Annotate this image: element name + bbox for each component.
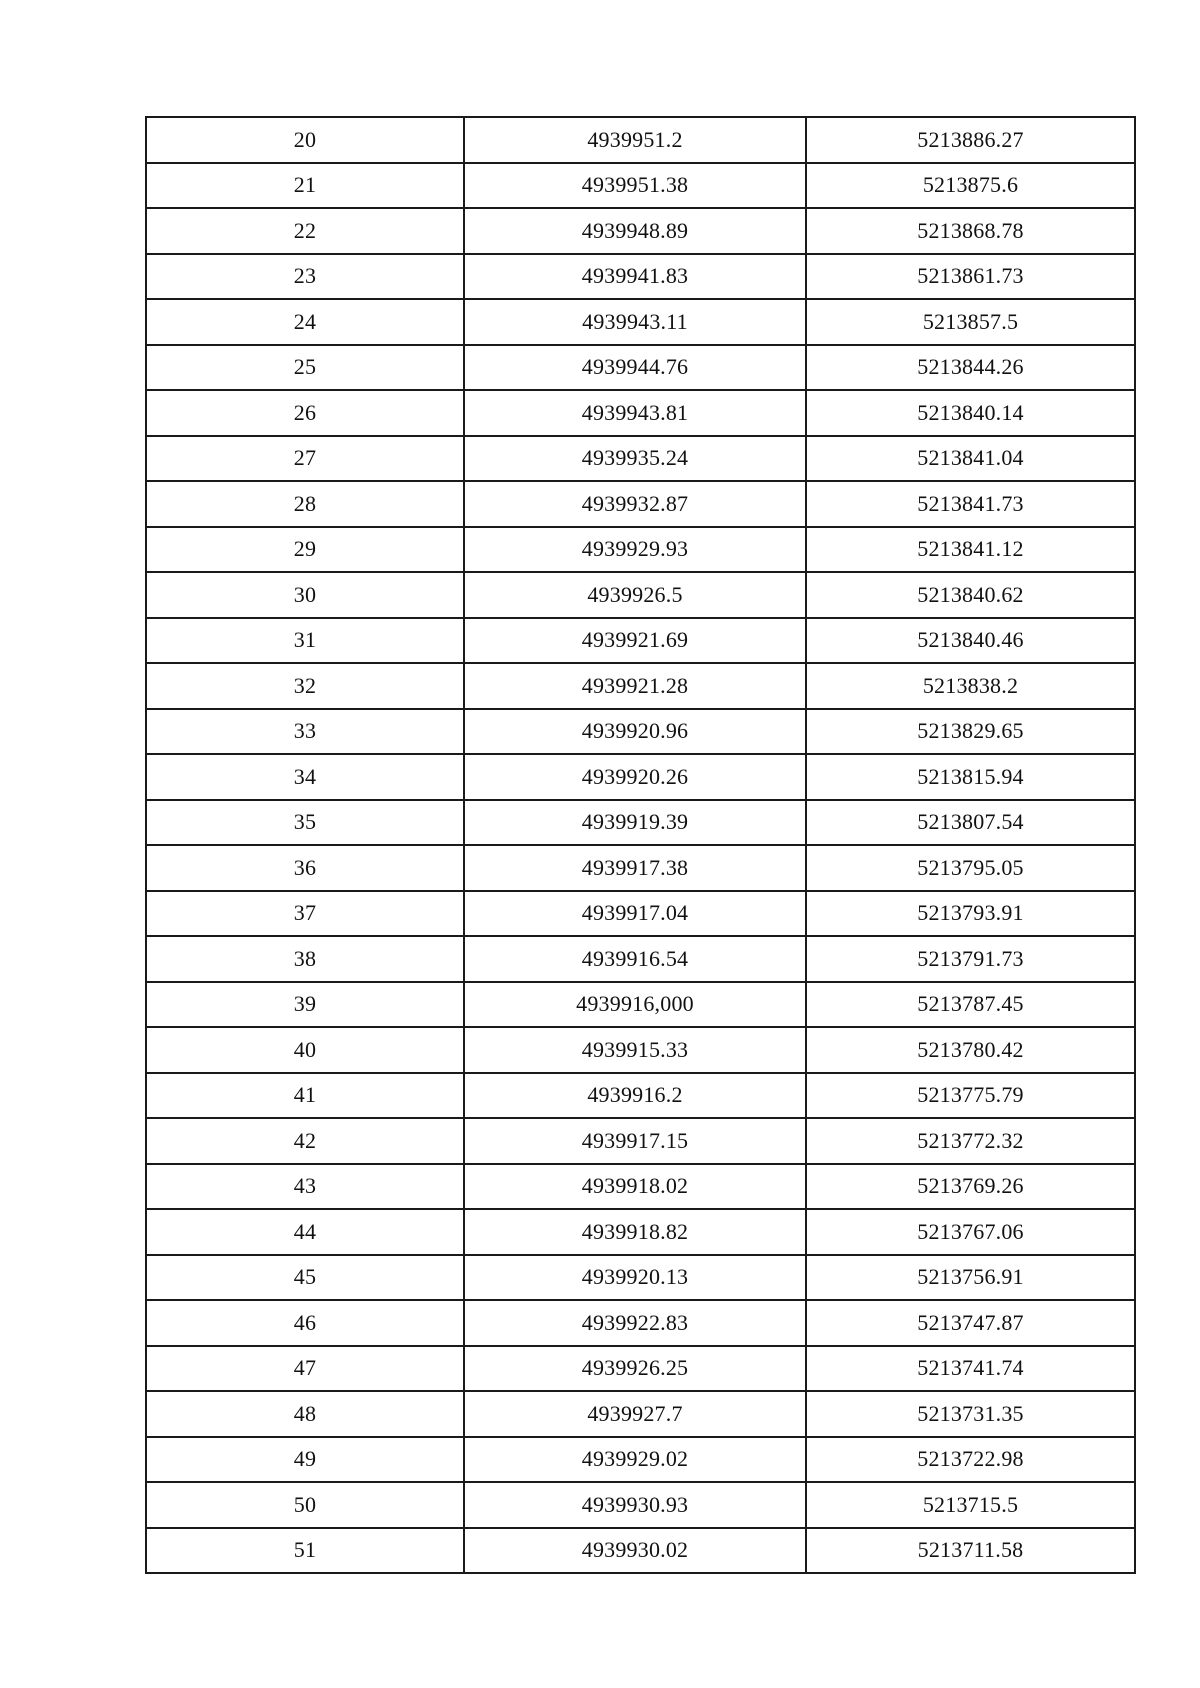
table-row: [146, 390, 1135, 436]
y-coordinate-cell: 5213767.06: [806, 1209, 1135, 1255]
point-number-cell: 41: [146, 1073, 464, 1119]
y-coordinate-cell: 5213780.42: [806, 1027, 1135, 1073]
table-row: [146, 936, 1135, 982]
table-row: [146, 754, 1135, 800]
point-number-cell: 38: [146, 936, 464, 982]
y-coordinate-cell: 5213857.5: [806, 299, 1135, 345]
table-row: [146, 845, 1135, 891]
table-row: [146, 436, 1135, 482]
table-row: [146, 663, 1135, 709]
point-number-cell: 20: [146, 117, 464, 163]
y-coordinate-cell: 5213815.94: [806, 754, 1135, 800]
table-row: [146, 800, 1135, 846]
table-row: [146, 1300, 1135, 1346]
coordinates-table: [145, 116, 1136, 1574]
table-row: [146, 709, 1135, 755]
y-coordinate-cell: 5213711.58: [806, 1528, 1135, 1574]
y-coordinate-cell: 5213841.73: [806, 481, 1135, 527]
y-coordinate-cell: 5213731.35: [806, 1391, 1135, 1437]
table-row: [146, 572, 1135, 618]
y-coordinate-cell: 5213875.6: [806, 163, 1135, 209]
x-coordinate-cell: 4939930.02: [464, 1528, 806, 1574]
table-row: [146, 117, 1135, 163]
table-row: [146, 1118, 1135, 1164]
point-number-cell: 27: [146, 436, 464, 482]
y-coordinate-cell: 5213787.45: [806, 982, 1135, 1028]
x-coordinate-cell: 4939932.87: [464, 481, 806, 527]
point-number-cell: 45: [146, 1255, 464, 1301]
y-coordinate-cell: 5213769.26: [806, 1164, 1135, 1210]
y-coordinate-cell: 5213772.32: [806, 1118, 1135, 1164]
y-coordinate-cell: 5213861.73: [806, 254, 1135, 300]
y-coordinate-cell: 5213868.78: [806, 208, 1135, 254]
x-coordinate-cell: 4939943.81: [464, 390, 806, 436]
x-coordinate-cell: 4939921.69: [464, 618, 806, 664]
x-coordinate-cell: 4939929.02: [464, 1437, 806, 1483]
table-row: [146, 481, 1135, 527]
y-coordinate-cell: 5213838.2: [806, 663, 1135, 709]
table-row: [146, 1209, 1135, 1255]
point-number-cell: 33: [146, 709, 464, 755]
point-number-cell: 23: [146, 254, 464, 300]
point-number-cell: 50: [146, 1482, 464, 1528]
x-coordinate-cell: 4939916.2: [464, 1073, 806, 1119]
x-coordinate-cell: 4939943.11: [464, 299, 806, 345]
y-coordinate-cell: 5213840.62: [806, 572, 1135, 618]
x-coordinate-cell: 4939941.83: [464, 254, 806, 300]
table-row: [146, 1482, 1135, 1528]
point-number-cell: 29: [146, 527, 464, 573]
table-row: [146, 1164, 1135, 1210]
x-coordinate-cell: 4939930.93: [464, 1482, 806, 1528]
x-coordinate-cell: 4939916.54: [464, 936, 806, 982]
x-coordinate-cell: 4939916,000: [464, 982, 806, 1028]
table-row: [146, 208, 1135, 254]
table-row: [146, 1255, 1135, 1301]
table-row: [146, 618, 1135, 664]
x-coordinate-cell: 4939921.28: [464, 663, 806, 709]
y-coordinate-cell: 5213741.74: [806, 1346, 1135, 1392]
x-coordinate-cell: 4939918.02: [464, 1164, 806, 1210]
x-coordinate-cell: 4939915.33: [464, 1027, 806, 1073]
table-row: [146, 1528, 1135, 1574]
x-coordinate-cell: 4939919.39: [464, 800, 806, 846]
y-coordinate-cell: 5213886.27: [806, 117, 1135, 163]
table-row: [146, 1346, 1135, 1392]
x-coordinate-cell: 4939927.7: [464, 1391, 806, 1437]
table-row: [146, 299, 1135, 345]
table-row: [146, 163, 1135, 209]
x-coordinate-cell: 4939922.83: [464, 1300, 806, 1346]
x-coordinate-cell: 4939935.24: [464, 436, 806, 482]
table-row: [146, 345, 1135, 391]
point-number-cell: 39: [146, 982, 464, 1028]
point-number-cell: 47: [146, 1346, 464, 1392]
y-coordinate-cell: 5213747.87: [806, 1300, 1135, 1346]
y-coordinate-cell: 5213791.73: [806, 936, 1135, 982]
x-coordinate-cell: 4939926.25: [464, 1346, 806, 1392]
point-number-cell: 42: [146, 1118, 464, 1164]
point-number-cell: 48: [146, 1391, 464, 1437]
x-coordinate-cell: 4939917.04: [464, 891, 806, 937]
x-coordinate-cell: 4939920.26: [464, 754, 806, 800]
point-number-cell: 24: [146, 299, 464, 345]
table-row: [146, 1073, 1135, 1119]
y-coordinate-cell: 5213722.98: [806, 1437, 1135, 1483]
x-coordinate-cell: 4939926.5: [464, 572, 806, 618]
point-number-cell: 21: [146, 163, 464, 209]
y-coordinate-cell: 5213841.12: [806, 527, 1135, 573]
point-number-cell: 44: [146, 1209, 464, 1255]
coordinates-table-body: [146, 117, 1135, 1573]
y-coordinate-cell: 5213793.91: [806, 891, 1135, 937]
point-number-cell: 35: [146, 800, 464, 846]
x-coordinate-cell: 4939951.38: [464, 163, 806, 209]
y-coordinate-cell: 5213756.91: [806, 1255, 1135, 1301]
x-coordinate-cell: 4939944.76: [464, 345, 806, 391]
y-coordinate-cell: 5213840.46: [806, 618, 1135, 664]
table-row: [146, 527, 1135, 573]
point-number-cell: 25: [146, 345, 464, 391]
x-coordinate-cell: 4939917.15: [464, 1118, 806, 1164]
point-number-cell: 32: [146, 663, 464, 709]
point-number-cell: 46: [146, 1300, 464, 1346]
point-number-cell: 31: [146, 618, 464, 664]
point-number-cell: 37: [146, 891, 464, 937]
point-number-cell: 51: [146, 1528, 464, 1574]
x-coordinate-cell: 4939920.96: [464, 709, 806, 755]
point-number-cell: 34: [146, 754, 464, 800]
x-coordinate-cell: 4939929.93: [464, 527, 806, 573]
table-row: [146, 982, 1135, 1028]
y-coordinate-cell: 5213844.26: [806, 345, 1135, 391]
x-coordinate-cell: 4939918.82: [464, 1209, 806, 1255]
point-number-cell: 26: [146, 390, 464, 436]
point-number-cell: 40: [146, 1027, 464, 1073]
point-number-cell: 28: [146, 481, 464, 527]
table-row: [146, 1027, 1135, 1073]
point-number-cell: 22: [146, 208, 464, 254]
x-coordinate-cell: 4939917.38: [464, 845, 806, 891]
point-number-cell: 49: [146, 1437, 464, 1483]
y-coordinate-cell: 5213775.79: [806, 1073, 1135, 1119]
x-coordinate-cell: 4939951.2: [464, 117, 806, 163]
x-coordinate-cell: 4939920.13: [464, 1255, 806, 1301]
table-row: [146, 254, 1135, 300]
y-coordinate-cell: 5213841.04: [806, 436, 1135, 482]
point-number-cell: 36: [146, 845, 464, 891]
y-coordinate-cell: 5213829.65: [806, 709, 1135, 755]
table-row: [146, 1437, 1135, 1483]
y-coordinate-cell: 5213715.5: [806, 1482, 1135, 1528]
y-coordinate-cell: 5213795.05: [806, 845, 1135, 891]
table-row: [146, 1391, 1135, 1437]
point-number-cell: 43: [146, 1164, 464, 1210]
point-number-cell: 30: [146, 572, 464, 618]
table-row: [146, 891, 1135, 937]
y-coordinate-cell: 5213840.14: [806, 390, 1135, 436]
x-coordinate-cell: 4939948.89: [464, 208, 806, 254]
y-coordinate-cell: 5213807.54: [806, 800, 1135, 846]
